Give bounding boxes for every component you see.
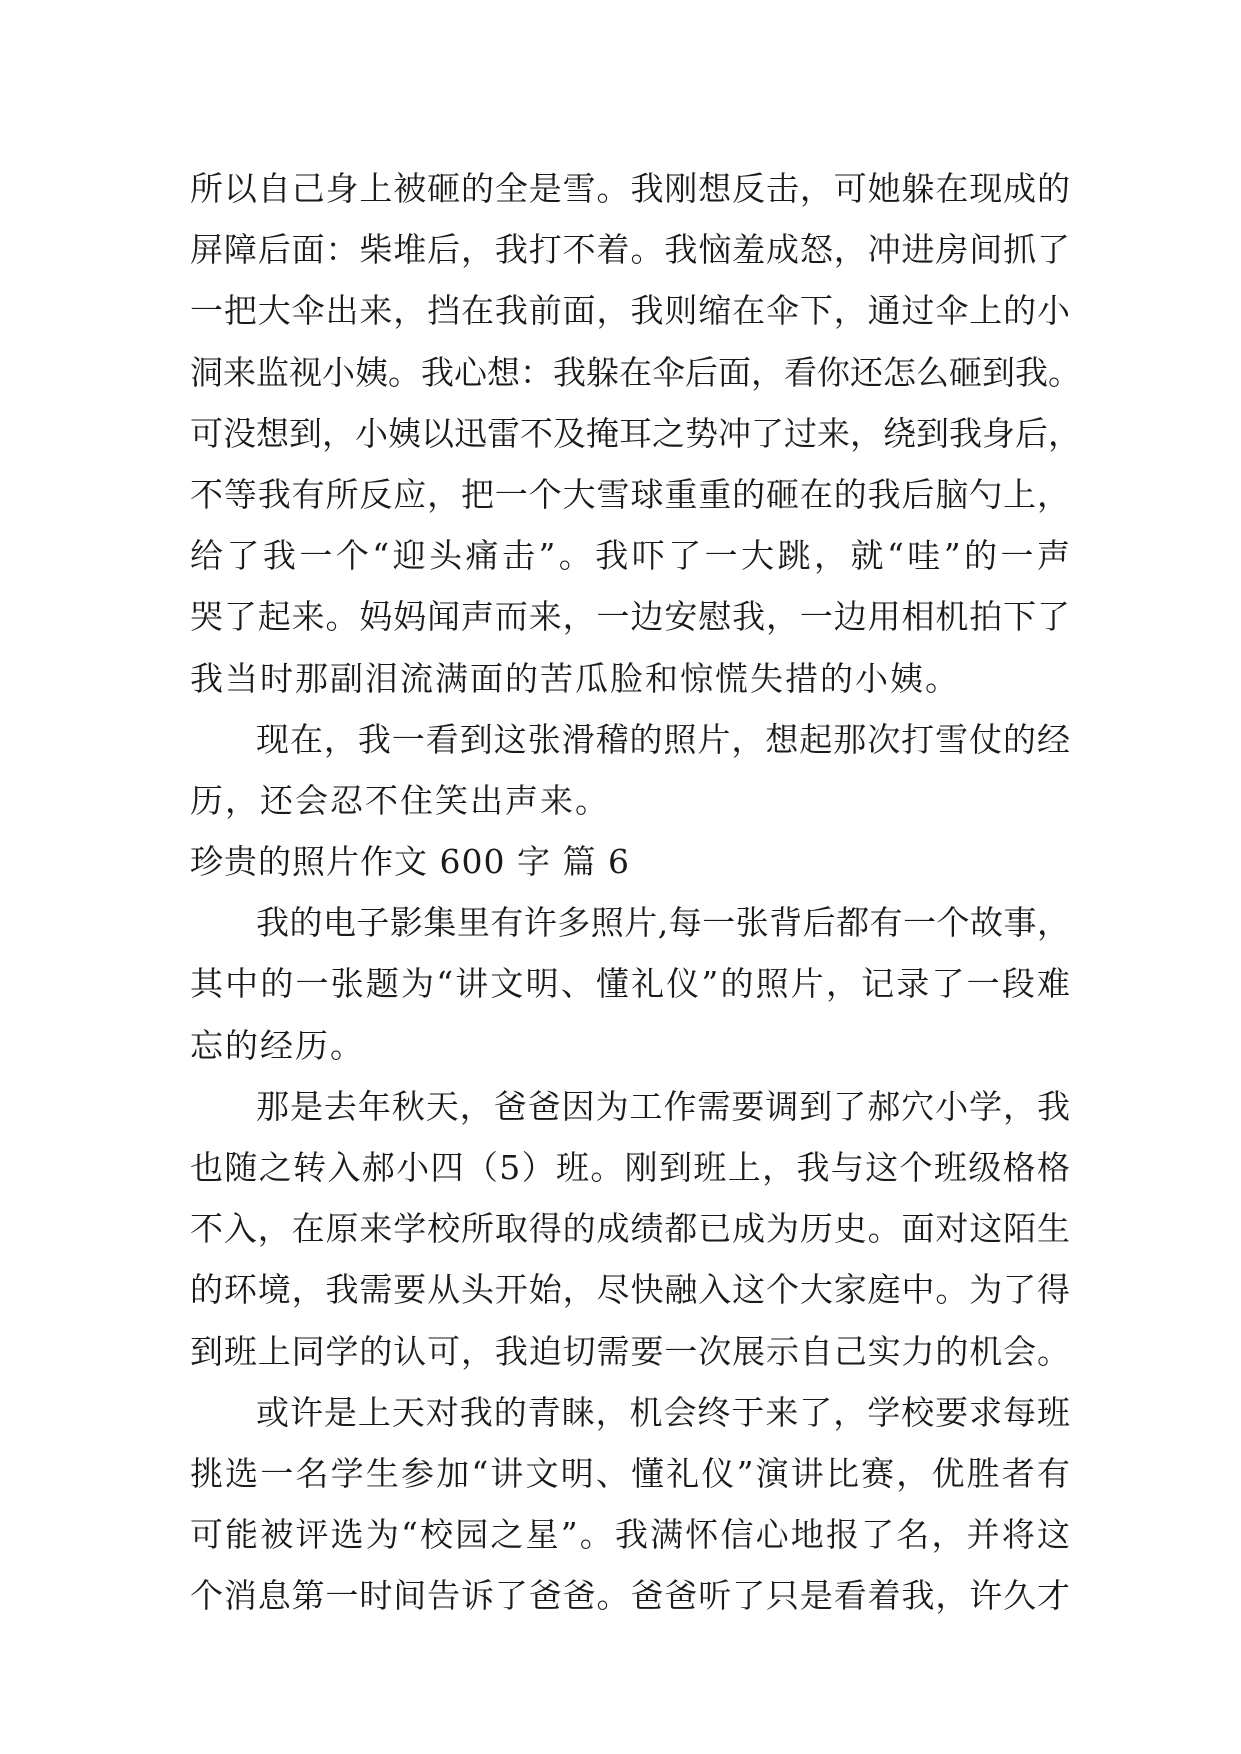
text-line: 也随之转入郝小四（5）班。刚到班上，我与这个班级格格 [190, 1148, 1070, 1187]
text-line: 屏障后面：柴堆后，我打不着。我恼羞成怒，冲进房间抓了 [190, 230, 1070, 270]
section-heading: 珍贵的照片作文 600 字 篇 6 [190, 842, 630, 882]
text-line: 给了我一个“迎头痛击”。我吓了一大跳，就“哇”的一声 [190, 536, 1070, 576]
text-line: 可没想到，小姨以迅雷不及掩耳之势冲了过来，绕到我身后， [190, 413, 1081, 453]
text-line: 我当时那副泪流满面的苦瓜脸和惊慌失措的小姨。 [190, 658, 960, 698]
paragraph-start-line: 现在，我一看到这张滑稽的照片，想起那次打雪仗的经 [256, 719, 1070, 759]
text-line: 不等我有所反应，把一个大雪球重重的砸在的我后脑勺上， [190, 474, 1070, 514]
paragraph-start-line: 那是去年秋天，爸爸因为工作需要调到了郝穴小学，我 [256, 1086, 1070, 1126]
paragraph-start-line: 我的电子影集里有许多照片,每一张背后都有一个故事， [256, 903, 1070, 943]
text-line: 其中的一张题为“讲文明、懂礼仪”的照片，记录了一段难 [190, 964, 1070, 1004]
text-line: 个消息第一时间告诉了爸爸。爸爸听了只是看着我，许久才 [190, 1576, 1070, 1616]
text-line: 忘的经历。 [190, 1025, 365, 1065]
text-line: 所以自己身上被砸的全是雪。我刚想反击，可她躲在现成的 [190, 169, 1070, 208]
essay-body [190, 158, 1081, 1627]
paragraph-start-line: 或许是上天对我的青睐，机会终于来了，学校要求每班 [256, 1392, 1070, 1432]
text-line: 到班上同学的认可，我迫切需要一次展示自己实力的机会。 [190, 1331, 1070, 1371]
text-line: 挑选一名学生参加“讲文明、懂礼仪”演讲比赛，优胜者有 [190, 1453, 1070, 1493]
text-line: 不入，在原来学校所取得的成绩都已成为历史。面对这陌生 [190, 1209, 1070, 1249]
text-line: 哭了起来。妈妈闻声而来，一边安慰我，一边用相机拍下了 [190, 597, 1070, 637]
text-line: 洞来监视小姨。我心想：我躲在伞后面，看你还怎么砸到我。 [190, 352, 1081, 392]
text-line: 可能被评选为“校园之星”。我满怀信心地报了名，并将这 [190, 1515, 1070, 1555]
text-line: 一把大伞出来，挡在我前面，我则缩在伞下，通过伞上的小 [190, 291, 1070, 331]
text-line: 的环境，我需要从头开始，尽快融入这个大家庭中。为了得 [190, 1270, 1070, 1310]
text-line: 历，还会忍不住笑出声来。 [190, 780, 610, 820]
